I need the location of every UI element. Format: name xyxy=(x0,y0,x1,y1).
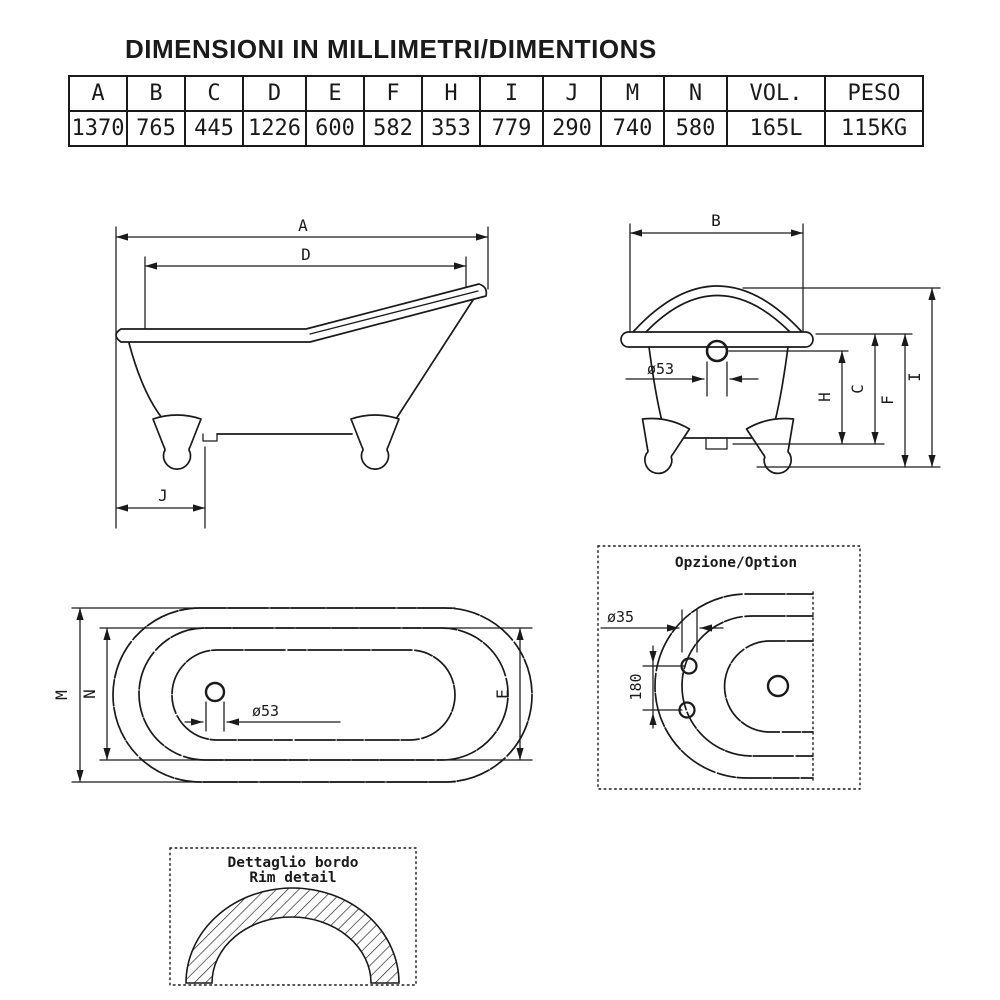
tap-hole-diameter-label: ø35 xyxy=(607,608,635,626)
table-value-cell: 165L xyxy=(727,111,825,146)
tub-back-side xyxy=(396,300,473,419)
dim-label-H: H xyxy=(815,392,834,402)
dim-label-J: J xyxy=(158,486,168,505)
tub-back-outer-curve xyxy=(633,286,802,332)
side-view xyxy=(116,216,488,528)
tub-rim-profile xyxy=(116,284,486,342)
table-value-cell: 740 xyxy=(601,111,664,146)
tub-basin-outline xyxy=(172,650,455,740)
table-header-cell: M xyxy=(601,76,664,111)
rim-detail-title-en: Rim detail xyxy=(249,870,337,886)
dim-label-C: C xyxy=(848,384,867,394)
dim-label-A: A xyxy=(298,216,308,235)
table-header-cell: J xyxy=(543,76,601,111)
table-header-cell: H xyxy=(422,76,480,111)
drain-diameter-label: ø53 xyxy=(647,360,675,378)
table-header-cell: I xyxy=(480,76,543,111)
claw-foot xyxy=(746,415,804,478)
page-title: DIMENSIONI IN MILLIMETRI/DIMENTIONS xyxy=(125,34,657,64)
dim-label-B: B xyxy=(711,211,721,230)
table-value-cell: 1370 xyxy=(69,111,127,146)
table-value-cell: 445 xyxy=(185,111,243,146)
drain-hole xyxy=(768,676,788,696)
table-header-cell: E xyxy=(306,76,364,111)
table-header-cell: B xyxy=(127,76,185,111)
drain-hole xyxy=(206,683,224,701)
rim-inner-edge xyxy=(310,291,478,334)
dim-label-E: E xyxy=(493,689,512,699)
rim-cross-section xyxy=(186,888,399,983)
drain-diameter-label: ø53 xyxy=(252,702,280,720)
option-detail-title: Opzione/Option xyxy=(674,555,798,571)
tap-spacing-label: 180 xyxy=(627,673,645,701)
table-value-cell: 765 xyxy=(127,111,185,146)
dim-label-N: N xyxy=(80,689,99,699)
end-view xyxy=(621,211,940,478)
rim-detail xyxy=(170,848,416,985)
table-value-cell: 580 xyxy=(664,111,727,146)
table-header-cell: PESO xyxy=(825,76,923,111)
table-value-cell: 115KG xyxy=(825,111,923,146)
dim-label-M: M xyxy=(52,690,71,700)
tub-inner-rim-outline xyxy=(682,616,813,756)
dim-label-I: I xyxy=(905,372,924,382)
table-value-cell: 600 xyxy=(306,111,364,146)
table-header-cell: VOL. xyxy=(727,76,825,111)
table-header-cell: D xyxy=(243,76,306,111)
table-header-cell: F xyxy=(364,76,422,111)
tub-front-side xyxy=(129,343,162,418)
tub-rim-end xyxy=(621,332,813,347)
dim-label-F: F xyxy=(878,395,897,405)
table-value-cell: 290 xyxy=(543,111,601,146)
dim-label-D: D xyxy=(301,245,311,264)
option-detail xyxy=(598,546,860,789)
table-header-cell: N xyxy=(664,76,727,111)
table-value-cell: 582 xyxy=(364,111,422,146)
table-header-cell: A xyxy=(69,76,127,111)
rim-detail-title-it: Dettaglio bordo xyxy=(227,855,359,871)
drain-stub xyxy=(203,434,217,441)
table-value-cell: 353 xyxy=(422,111,480,146)
table-header-cell: C xyxy=(185,76,243,111)
drain-stub xyxy=(706,438,727,449)
claw-foot xyxy=(632,415,690,478)
tub-right-side xyxy=(773,347,788,429)
claw-foot xyxy=(153,415,201,469)
tub-outer-rim-outline xyxy=(655,594,813,778)
table-value-cell: 779 xyxy=(480,111,543,146)
top-view xyxy=(52,608,532,782)
claw-foot xyxy=(351,415,399,469)
table-value-cell: 1226 xyxy=(243,111,306,146)
